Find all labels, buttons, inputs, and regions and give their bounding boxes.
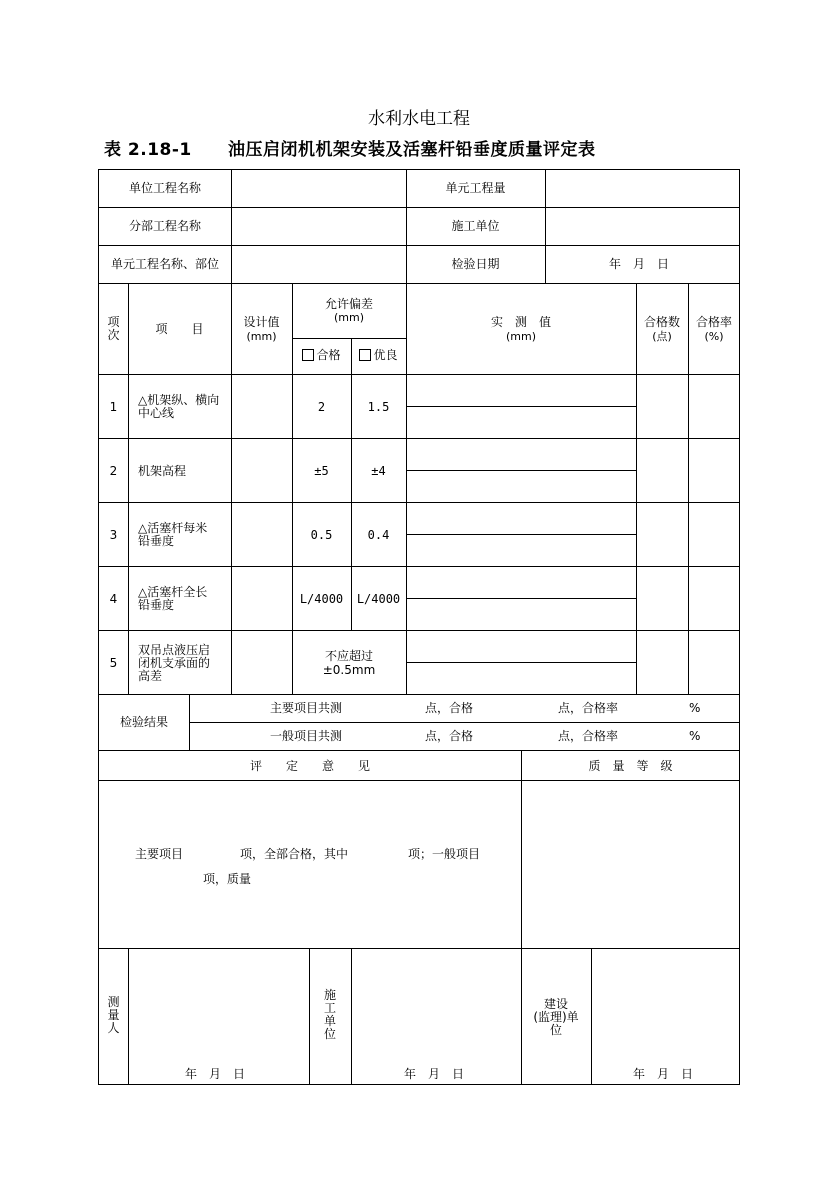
general-items-percent: % — [689, 729, 701, 743]
measured-unit: (mm) — [505, 330, 536, 343]
row-5-item: 双吊点液压启闭机支承面的高差 — [138, 643, 211, 683]
form-heading — [104, 135, 596, 160]
pass-count-header: 合格数 — [643, 315, 680, 329]
row-3-seq: 3 — [109, 528, 118, 542]
seq-column-header: 项 次 — [107, 315, 120, 342]
contractor-sign-label: 施 工 单 位 — [323, 988, 336, 1041]
row-1-item: △机架纵、横向中心线 — [138, 393, 220, 420]
inspect-date-label: 检验日期 — [451, 257, 500, 271]
unit-name-label: 单元工程名称、部位 — [110, 257, 219, 271]
design-value-header: 设计值 — [243, 315, 280, 329]
surveyor-date: 年 月 日 — [185, 1067, 246, 1081]
general-items-pass: 点，合格 — [425, 729, 474, 743]
division-label: 分部工程名称 — [128, 219, 201, 233]
evaluation-opinion-header: 评 定 意 见 — [249, 759, 370, 773]
unit-quantity-label: 单元工程量 — [445, 181, 506, 195]
owner-date: 年 月 日 — [633, 1067, 694, 1081]
contractor-date: 年 月 日 — [404, 1067, 465, 1081]
quality-grade-header: 质 量 等 级 — [588, 759, 673, 773]
pass-rate-unit: (%) — [704, 330, 724, 343]
row-3-qualified: 0.5 — [310, 528, 333, 542]
row-1-qualified: 2 — [317, 400, 326, 414]
pass-count-unit: (点) — [652, 330, 672, 343]
owner-label-line-1: 建设 — [543, 997, 568, 1011]
general-items-rate: 点，合格率 — [558, 729, 619, 743]
general-items-tested: 一般项目共测 — [270, 729, 343, 743]
evaluation-quality: 项，质量 — [203, 872, 252, 886]
row-5-tolerance: 不应超过 — [324, 649, 373, 663]
owner-label-line-3: 位 — [549, 1023, 562, 1037]
row-1-seq: 1 — [109, 400, 118, 414]
owner-label-line-2: (监理)单 — [533, 1010, 579, 1024]
row-5-seq: 5 — [109, 656, 118, 670]
unit-project-label: 单位工程名称 — [128, 181, 201, 195]
table-number: 表 2.18-1 — [104, 140, 192, 160]
document-title: 水利水电工程 — [368, 109, 470, 129]
qualified-checkbox[interactable] — [302, 349, 314, 361]
qualified-header — [292, 349, 351, 362]
contractor-label: 施工单位 — [451, 219, 500, 233]
main-items-tested: 主要项目共测 — [270, 701, 343, 715]
excellent-checkbox[interactable] — [359, 349, 371, 361]
excellent-label: 优良 — [373, 348, 398, 362]
row-2-excellent: ±4 — [371, 464, 386, 478]
surveyor-label: 测 量 人 — [107, 995, 120, 1035]
row-3-item: △活塞杆每米铅垂度 — [138, 521, 208, 548]
qualified-label: 合格 — [316, 348, 341, 362]
row-4-qualified: L/4000 — [299, 592, 344, 606]
evaluation-general-items: 项；一般项目 — [408, 847, 481, 861]
row-2-seq: 2 — [109, 464, 118, 478]
row-5-tolerance-value: ±0.5mm — [322, 663, 376, 677]
design-value-unit: (mm) — [246, 330, 277, 343]
tolerance-header: 允许偏差 — [324, 297, 373, 311]
evaluation-main-items: 主要项目 — [135, 847, 184, 861]
main-items-rate: 点，合格率 — [558, 701, 619, 715]
form-name: 油压启闭机机架安装及活塞杆铅垂度质量评定表 — [228, 140, 596, 160]
row-2-item: 机架高程 — [138, 464, 187, 478]
evaluation-all-pass: 项，全部合格，其中 — [240, 847, 349, 861]
tolerance-unit: (mm) — [333, 311, 364, 324]
main-items-percent: % — [689, 701, 701, 715]
inspection-result-label: 检验结果 — [119, 715, 168, 729]
inspect-date-value: 年 月 日 — [609, 257, 670, 271]
main-items-pass: 点，合格 — [425, 701, 474, 715]
excellent-header — [351, 349, 406, 362]
row-4-seq: 4 — [109, 592, 118, 606]
row-4-excellent: L/4000 — [356, 592, 401, 606]
row-3-excellent: 0.4 — [367, 528, 390, 542]
item-column-header: 项 目 — [155, 322, 204, 336]
row-2-qualified: ±5 — [314, 464, 329, 478]
row-4-item: △活塞杆全长铅垂度 — [138, 585, 208, 612]
pass-rate-header: 合格率 — [695, 315, 732, 329]
row-1-excellent: 1.5 — [367, 400, 390, 414]
evaluation-form-table — [98, 169, 740, 1085]
measured-header: 实 测 值 — [490, 315, 551, 329]
